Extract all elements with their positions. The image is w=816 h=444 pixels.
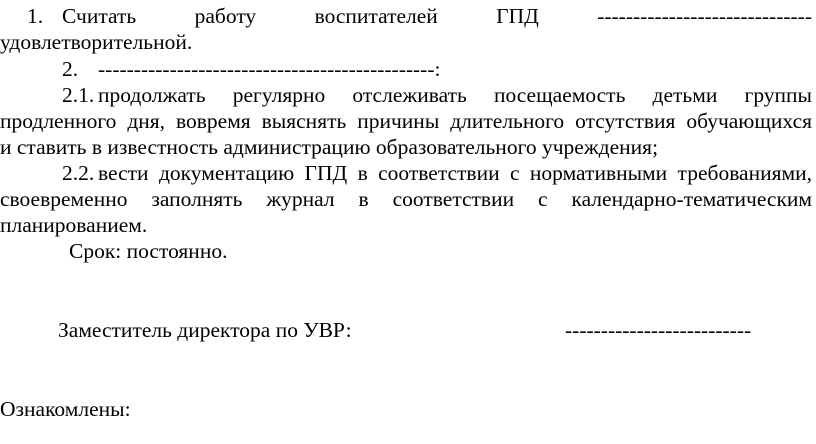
item-2-1-line-1	[62, 82, 812, 108]
item-2-1-number: 2.1.	[62, 83, 95, 107]
deadline-text: Срок: постоянно.	[69, 239, 228, 263]
item-2-1-text: продолжать регулярно отслеживать посещаемость детьми группы	[98, 83, 812, 107]
item-2-line	[62, 56, 440, 82]
item-1-line-1	[27, 3, 812, 29]
item-1-text: Считать работу воспитателей ГПД ------------------------------	[62, 4, 812, 28]
item-1-number: 1.	[27, 4, 44, 28]
acknowledged-label: Ознакомлены:	[0, 397, 131, 421]
signature-blank: --------------------------	[565, 318, 752, 342]
signature-title: Заместитель директора по УВР:	[58, 318, 352, 342]
item-2-2-number: 2.2.	[62, 161, 95, 185]
item-2-2-line-3: планированием.	[0, 213, 148, 237]
item-2-1-line-3: и ставить в известность администрацию образовательного учреждения;	[0, 135, 659, 159]
item-2-2-text: вести документацию ГПД в соответствии с нормативными требованиями,	[98, 161, 812, 185]
item-2-2-line-1	[62, 160, 812, 186]
item-2-number: 2.	[62, 57, 79, 81]
item-2-2-line-2: своевременно заполнять журнал в соответствии с календарно-тематическим	[0, 187, 812, 211]
item-2-1-line-2: продленного дня, вовремя выяснять причины длительного отсутствия обучающихся	[0, 109, 812, 133]
item-2-text: -----------------------------------------------:	[98, 57, 441, 81]
item-1-line-2: удовлетворительной.	[0, 30, 193, 54]
